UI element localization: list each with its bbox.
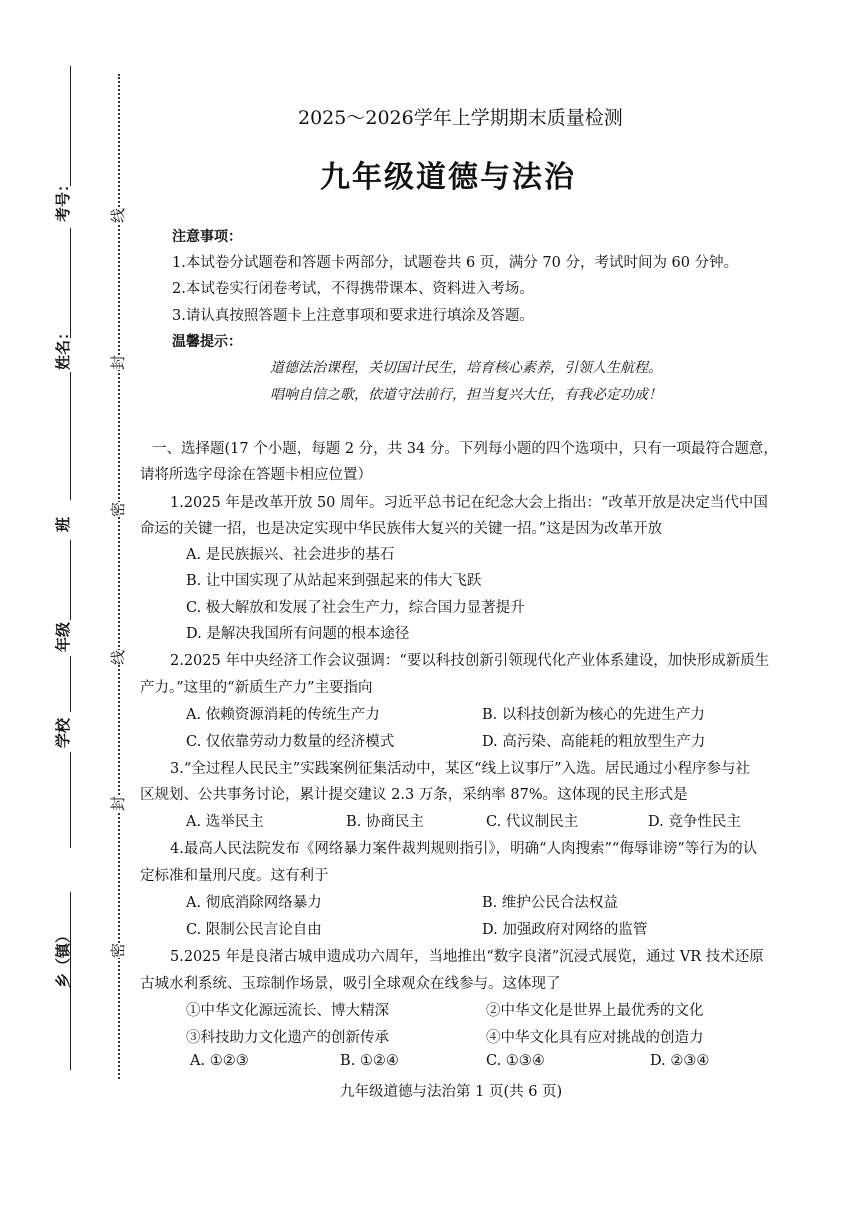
option: C. 限制公民言论自由 <box>186 922 322 938</box>
question-stem: 5.2025 年是良渚古城申遗成功六周年，当地推出“数字良渚”沉浸式展览，通过 VR 技术还原 <box>170 949 764 965</box>
question-stem: 命运的关键一招，也是决定实现中华民族伟大复兴的关键一招。”这是因为改革开放 <box>140 521 663 537</box>
seal-mark-secret: 密 <box>105 502 130 517</box>
notice-heading: 注意事项： <box>172 229 242 245</box>
section-instruction: 一、选择题(17 个小题，每题 2 分，共 34 分。下列每小题的四个选项中，只有一项最符合题意， <box>152 441 778 457</box>
option: D. ②③④ <box>650 1053 710 1069</box>
exam-title: 2025～2026学年上学期期末质量检测 <box>298 107 623 129</box>
seal-mark-secret: 密 <box>105 943 130 958</box>
question-stem: 区规划、公共事务讨论，累计提交建议 2.3 万条，采纳率 87%。这体现的民主形式是 <box>140 787 688 803</box>
section-instruction: 请将所选字母涂在答题卡相应位置） <box>140 467 372 483</box>
seal-mark-seal: 封 <box>105 355 130 370</box>
subject-title: 九年级道德与法治 <box>320 160 576 195</box>
question-stem: 1.2025 年是改革开放 50 周年。习近平总书记在纪念大会上指出：“改革开放是决定当代中国 <box>170 495 768 511</box>
exam-number-label: 考号： <box>54 176 72 222</box>
option: A. 依赖资源消耗的传统生产力 <box>186 707 380 723</box>
notice-item: 2.本试卷实行闭卷考试，不得携带课本、资料进入考场。 <box>172 281 534 297</box>
reminder-line: 唱响自信之歌，依道守法前行，担当复兴大任，有我必定功成！ <box>270 387 662 403</box>
option: A. 彻底消除网络暴力 <box>186 895 322 911</box>
question-stem: 产力。”这里的“新质生产力”主要指向 <box>140 680 373 696</box>
option: B. 协商民主 <box>346 814 424 830</box>
option: B. 让中国实现了从站起来到强起来的伟大飞跃 <box>186 573 482 589</box>
option: C. 仅依靠劳动力数量的经济模式 <box>186 734 395 750</box>
option: C. 极大解放和发展了社会生产力，综合国力显著提升 <box>186 600 525 616</box>
class-label: 班 <box>54 516 72 532</box>
notice-item: 3.请认真按照答题卡上注意事项和要求进行填涂及答题。 <box>172 308 534 324</box>
option: B. 以科技创新为核心的先进生产力 <box>482 707 705 723</box>
binding-line-top <box>70 66 71 186</box>
binding-line <box>70 228 71 338</box>
statement: ②中华文化是世界上最优秀的文化 <box>486 1003 704 1019</box>
reminder-heading: 温馨提示： <box>172 334 242 350</box>
statement: ③科技助力文化遗产的创新传承 <box>186 1030 389 1046</box>
question-stem: 2.2025 年中央经济工作会议强调：“要以科技创新引领现代化产业体系建设，加快形成新质生 <box>170 653 770 669</box>
seal-dotted-line <box>118 74 120 1079</box>
page-footer: 九年级道德与法治第 1 页(共 6 页) <box>340 1084 563 1100</box>
seal-mark-line: 线 <box>105 208 130 223</box>
option: D. 是解决我国所有问题的根本途径 <box>186 626 410 642</box>
statement: ①中华文化源远流长、博大精深 <box>186 1003 389 1019</box>
name-label: 姓名： <box>54 324 72 370</box>
binding-line <box>70 372 71 500</box>
binding-line <box>70 540 71 620</box>
seal-mark-seal: 封 <box>105 796 130 811</box>
option: D. 加强政府对网络的监管 <box>482 922 648 938</box>
grade-label: 年级 <box>54 621 72 652</box>
school-label: 学校 <box>54 717 72 748</box>
binding-line <box>70 752 71 848</box>
option: B. 维护公民合法权益 <box>482 895 618 911</box>
option: C. 代议制民主 <box>486 814 579 830</box>
question-stem: 3.“全过程人民民主”实践案例征集活动中，某区“线上议事厅”入选。居民通过小程序参与社 <box>170 761 750 777</box>
statement: ④中华文化具有应对挑战的创造力 <box>486 1030 704 1046</box>
option: D. 竞争性民主 <box>648 814 741 830</box>
option: C. ①③④ <box>486 1053 545 1069</box>
notice-item: 1.本试卷分试题卷和答题卡两部分，试题卷共 6 页，满分 70 分，考试时间为 60 分钟。 <box>172 255 739 271</box>
option: D. 高污染、高能耗的粗放型生产力 <box>482 734 706 750</box>
binding-line <box>70 656 71 712</box>
option: A. 选举民主 <box>186 814 264 830</box>
town-label: 乡（镇） <box>54 927 72 988</box>
question-stem: 古城水利系统、玉琮制作场景，吸引全球观众在线参与。这体现了 <box>140 976 561 992</box>
question-stem: 4.最高人民法院发布《网络暴力案件裁判规则指引》，明确“人肉搜索”“侮辱诽谤”等行为的认 <box>170 841 758 857</box>
option: A. ①②③ <box>190 1053 249 1069</box>
reminder-line: 道德法治课程，关切国计民生，培育核心素养，引领人生航程。 <box>270 360 662 376</box>
question-stem: 定标准和量刑尺度。这有利于 <box>140 868 329 884</box>
option: A. 是民族振兴、社会进步的基石 <box>186 547 395 563</box>
seal-mark-line: 线 <box>105 650 130 665</box>
option: B. ①②④ <box>340 1053 399 1069</box>
